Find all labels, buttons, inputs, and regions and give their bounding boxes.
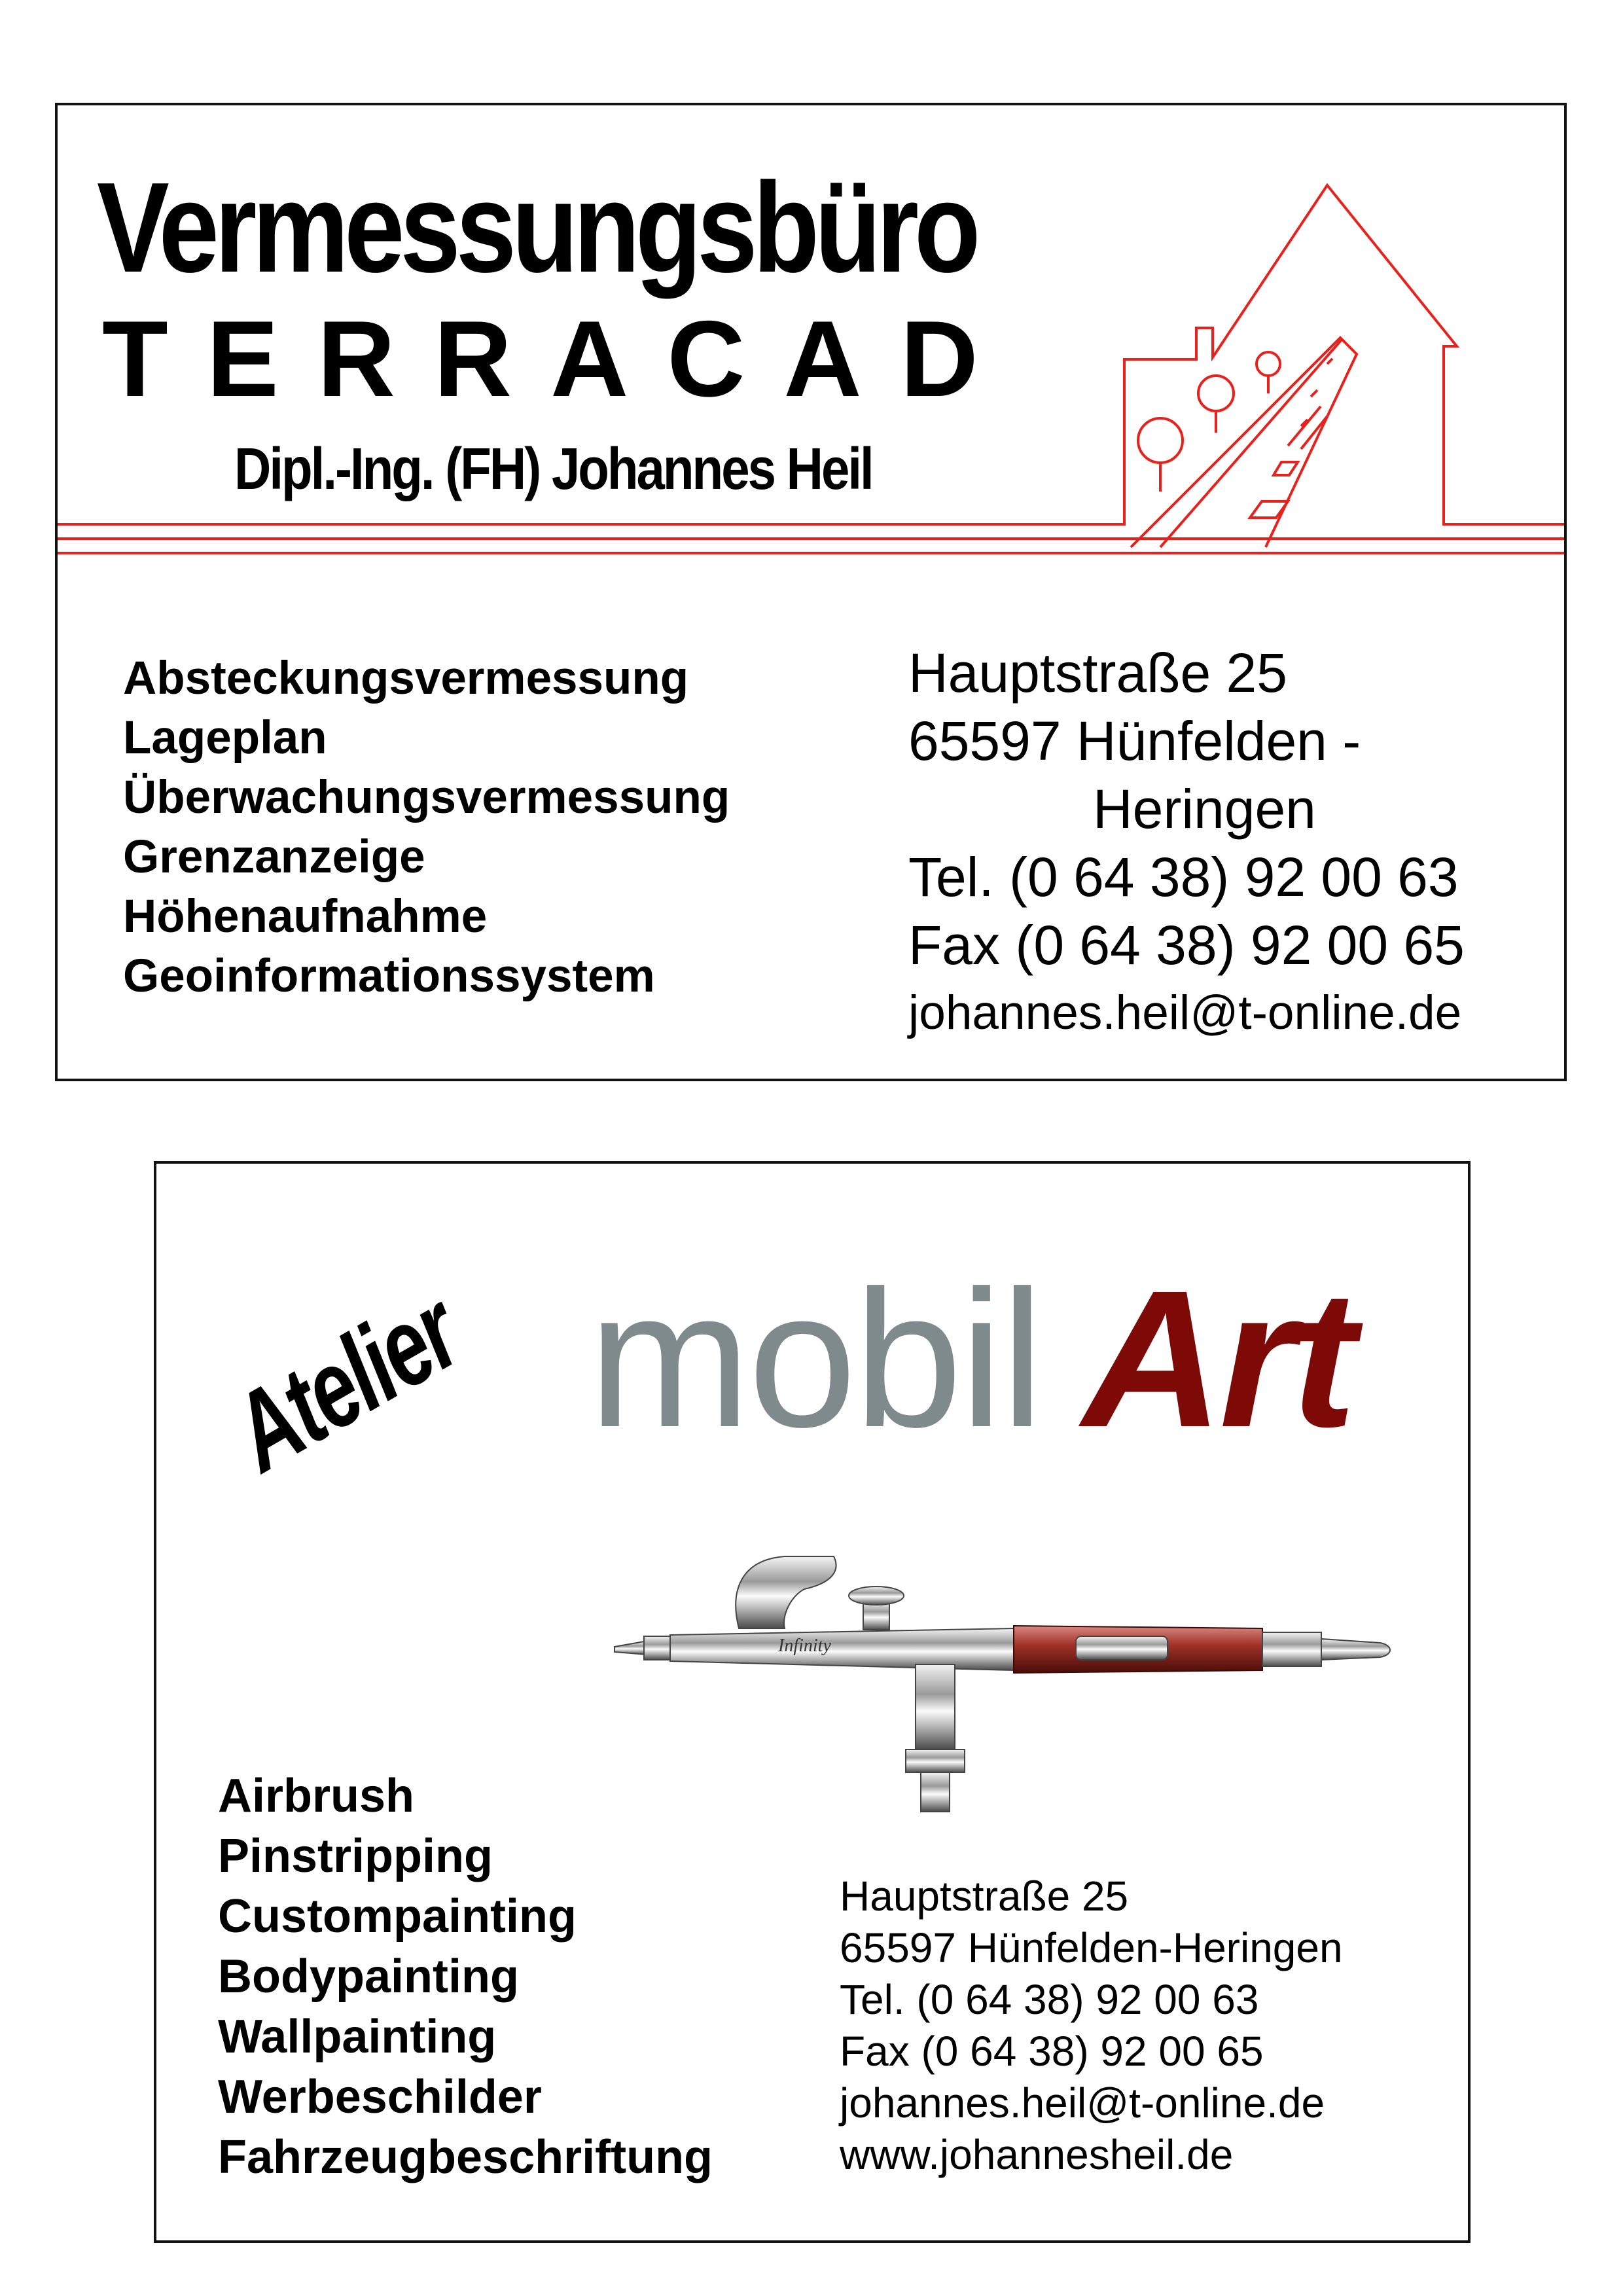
- airbrush-label: Infinity: [778, 1636, 831, 1656]
- website-link[interactable]: www.johannesheil.de: [840, 2131, 1234, 2178]
- city-line-continued: Heringen: [1093, 778, 1316, 840]
- service-item: Bodypainting: [218, 1950, 519, 2003]
- mobil-wordmark: mobil: [588, 1250, 1042, 1468]
- service-item: Geoinformationssystem: [123, 950, 655, 1002]
- service-item: Fahrzeugbeschriftung: [218, 2131, 713, 2183]
- phone-number: Tel. (0 64 38) 92 00 63: [840, 1976, 1259, 2023]
- service-item: Höhenaufnahme: [123, 891, 488, 942]
- art-wordmark: Art: [1082, 1250, 1353, 1468]
- street-address: Hauptstraße 25: [908, 642, 1287, 704]
- service-item: Grenzanzeige: [123, 831, 425, 883]
- service-item: Überwachungsvermessung: [123, 772, 730, 823]
- service-item: Werbeschilder: [218, 2071, 542, 2123]
- atelier-wordmark: Atelier: [212, 1268, 479, 1495]
- owner-name: Dipl.-Ing. (FH) Johannes Heil: [234, 435, 872, 502]
- contact-block: [840, 1871, 1343, 2181]
- city-line: 65597 Hünfelden -: [908, 710, 1361, 772]
- company-title: Vermessungsbüro: [97, 156, 976, 300]
- mobilart-business-card: [154, 1161, 1471, 2243]
- email-link[interactable]: johannes.heil@t-online.de: [840, 2079, 1325, 2126]
- contact-block: [908, 639, 1465, 1047]
- street-address: Hauptstraße 25: [840, 1873, 1129, 1920]
- company-brand: TERRACAD: [102, 298, 1017, 419]
- service-item: Pinstripping: [218, 1830, 493, 1882]
- email-link[interactable]: johannes.heil@t-online.de: [908, 986, 1462, 1039]
- service-item: Absteckungsvermessung: [123, 653, 689, 704]
- service-list: [218, 1766, 713, 2187]
- terracad-business-card: [55, 103, 1567, 1081]
- service-item: Wallpainting: [218, 2011, 497, 2063]
- fax-number: Fax (0 64 38) 92 00 65: [840, 2028, 1264, 2075]
- phone-number: Tel. (0 64 38) 92 00 63: [908, 846, 1459, 908]
- fax-number: Fax (0 64 38) 92 00 65: [908, 914, 1465, 976]
- service-list: [123, 649, 730, 1006]
- service-item: Lageplan: [123, 712, 327, 764]
- city-line: 65597 Hünfelden-Heringen: [840, 1924, 1343, 1971]
- service-item: Airbrush: [218, 1770, 415, 1822]
- airbrush-gun-image: [608, 1530, 1406, 1818]
- service-item: Custompainting: [218, 1890, 577, 1943]
